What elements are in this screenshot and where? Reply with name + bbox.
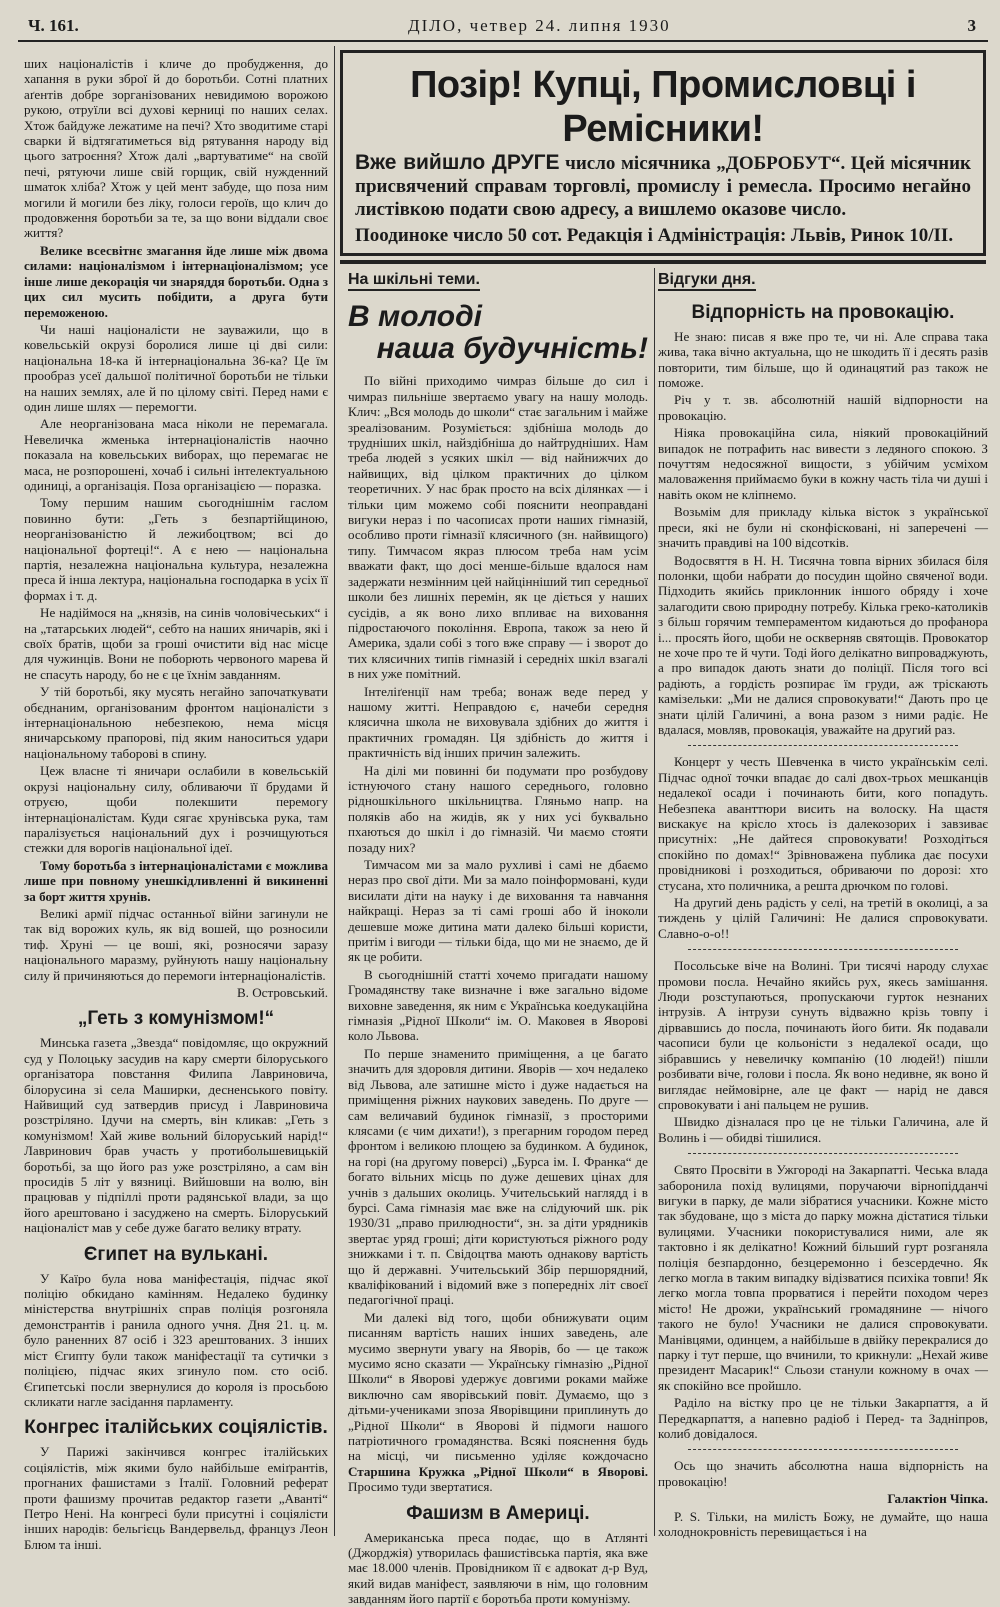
separator bbox=[688, 949, 958, 950]
article-paragraph: Тимчасом ми за мало рухливі і самі не дбаємо нераз про свої діти. Ми за мало поінформовані, куди висилати діти на науку і де виховання та навчання найкращі. Нераз за ті самі гроші або й іноколи дешевше може дитина мати далеко більші користи, притім і вигоди — тільки біда, що ми не знаємо, де й як це робити. bbox=[348, 857, 648, 965]
article-paragraph: Цеж власне ті яничари ослабили в ковельській окрузі національну силу, обливаючи її брудами й отруєю, щоби полекшити перемогу інтернаціоналістам. Куди сягає хрунівська рука, там паралізується національний дух і розчищуються стежки для ворогів національної ідеї. bbox=[24, 763, 328, 856]
article-paragraph: Швидко дізналася про це не тільки Галичина, але й Волинь і — обидві тішилися. bbox=[658, 1114, 988, 1145]
ad-body bbox=[343, 151, 983, 221]
headline-italian-congress: Конгрес італійських соціялістів. bbox=[24, 1417, 328, 1439]
article-paragraph: Водосвяття в Н. Н. Тисячна товпа вірних збилася біля полонки, щоби набрати до посудин щойно свяченої води. Підходить якийсь приклонник іншого обряду і хоче залагодити свою природну потребу. Кілька греко-католиків з більш горячим темпераментом кидаються до профанора і... просять його, щоби не оскверняв святощів. Провокатор не хоче про те й чути. Тоді його делікатно випроваджують, а про випадок дають знати до поліції. Після того всі радіють, а гордість розпирає їм груди, аж тріскають камізельки: „Ми не далися спровокувати!“ Дають про це знати цілій Галичині, а вона разом з ними радіє. Не вдалася, мовляв, провокація, уважайте на другий раз. bbox=[658, 552, 988, 737]
article-paragraph: Раділо на вістку про це не тільки Закарпаття, а й Передкарпаття, а напевно радіоб і Перед- та Задніпров, колиб довідалося. bbox=[658, 1395, 988, 1442]
article-paragraph: Тому першим нашим сьогоднішнім гаслом повинно бути: „Геть з безпартійщиною, неорганізованістю й лежибоцтвом; всі до національної фортеці!“. А є нею — національна партія, незалежна національна культура, незалежна преса й інша лектура, національна господарка в усіх її формах і т. д. bbox=[24, 495, 328, 603]
title-line-2: наша будучність! bbox=[376, 332, 648, 366]
article-signature: Галактіон Чіпка. bbox=[887, 1491, 988, 1507]
article-paragraph: Річ у т. зв. абсолютній нашій відпорности на провокацію. bbox=[658, 392, 988, 423]
article-paragraph: По перше знаменито приміщення, а це багато значить для здоровля дитини. Яворів — хоч недалеко від Львова, але затишне місто і дуже надається на приміщення ріжних наукових заведень. По друге — сам величавий будинок гімназії, з просторими клясами (є чим дихати!), з прегарним городом перед фронтом і великою площею за будинком. А будинок, на горі (на другому поверсі) „Бурса ім. І. Франка“ де богато вільних місць по дуже дешевих цінах для учнів з дальших околиць. Учительський наглядд і в бурсі. Сама гімназія має вже на слідуючий шк. рік 1930/31 „право прилюдности“, зн. за діти урядників звертає уряд гроші; діти користуються ріжного роду знижками і т. п. Свідоцтва мають однакову вартість що й державні. Учительський Збір першорядний, кваліфікований і відомий вже з попередніх літ своєї педагогічної праці. bbox=[348, 1045, 648, 1308]
article-signature: В. Островський. bbox=[236, 984, 328, 1000]
article-title bbox=[348, 301, 648, 365]
separator bbox=[688, 745, 958, 746]
section-label: На шкільні теми. bbox=[348, 272, 480, 291]
separator bbox=[688, 1449, 958, 1450]
article-paragraph: Велике всесвітнє змагання йде лише між двома силами: націоналізмом і інтернаціоналізмом; усе інше лише декорація чи знаряддя боротьби. Одна з цих сил мусить побідити, а друга бути переможеною. bbox=[24, 242, 328, 320]
article-paragraph: На другий день радість у селі, на третій в околиці, а за тиждень у цілій Галичині: Не далися спровокувати. Славно-о-о!! bbox=[658, 895, 988, 941]
column-left bbox=[24, 56, 328, 1552]
ad-title: Позір! Купці, Промисловці і Ремісники! bbox=[410, 64, 916, 150]
page-number: 3 bbox=[967, 16, 976, 35]
issue-number: Ч. 161. bbox=[28, 16, 79, 35]
advertisement-box bbox=[340, 50, 986, 256]
masthead: ДІЛО, четвер 24. липня 1930 bbox=[408, 16, 671, 35]
article-paragraph: Ось що значить абсолютна наша відпорність на провокацію! bbox=[658, 1458, 988, 1489]
article-paragraph bbox=[348, 1310, 648, 1495]
article-paragraph: По війні приходимо чимраз більше до сил і чимраз пильніше звертаємо увагу на нашу молодь. Клич: „Вся молодь до школи“ стає загальним і майже зреалізованим. Розуміється: здібніша молодь до трудніших шкіл, найздібніша до найтрудніших. Нам треба людей з усяких шкіл — від найнижчих до найвищих, від цілком практичних до цілком теоретичних. У нас брак просто на всіх ділянках — і тільки цим можемо собі пояснити неоправдані вигуки нераз і по часописах проти наших гімназій, особливо проти гімназії клясичного (зн. найвищого) типу. Тимчасом якраз плюсом треба нам усім вважати факт, що досі менше-більше вдалося нам задержати незмінним цей найцінніший тип середньої школи без лишніх перемін, як це діється у наших сусідів, а як воно лихо впливає на виховання підростаючого покоління. Европа, також за нею й Америка, здали собі з того вже справу — і зворот до тих клясичних типів гімназій і середніх шкіл взагалі в них уже помітний. bbox=[348, 373, 648, 682]
headline-egypt: Єгипет на вулькані. bbox=[83, 1243, 269, 1265]
column-rule-1 bbox=[334, 46, 335, 1536]
column-rule-2 bbox=[654, 268, 655, 1536]
article-paragraph: Не надіймося на „князів, на синів чоловічеських“ і на „татарських людей“, себто на наших яничарів, які і своїх братів, щоби за гроші очистити від нас місце для чужинців. Вони не поборють червоного марева й не спасуть народу, бо не є це їхнім завданням. bbox=[24, 605, 328, 682]
article-paragraph: ших націоналістів і кличе до пробудження, до хапання в руки зброї й до боротьби. Сотні платних аґентів добре зорганізованих невидимою ворожою рукою, отруїли всі духові керниці по наших селах. Хтож байдуже лежатиме на печі? Хто зводитиме старі сварки й відтягатиметься від рятування народу від цього затроєння? Хтож далі „вартуватиме“ на своїй печі, рятуючи лише свій горщик, свій нужденний шматок хліба? Хтож у цей мент забуде, що поза ним могили й могили без ліку, голоси героїв, що клич до продовження боротьби за те, за що вони віддали своє життя? bbox=[24, 56, 328, 241]
column-right bbox=[658, 271, 988, 1540]
article-paragraph: Возьмім для прикладу кілька вісток з української преси, які не були ні сконфісковані, ні заперечені — значить правдиві на 100 відсотків. bbox=[658, 504, 988, 551]
article-paragraph: Великі армії підчас останньої війни загинули не так від ворожих куль, як від вошей, що розносили тиф. Хруні — це воші, які, розносячи заразу національного маразму, руйнують нашу національну силу й причиняються до перемоги інтернаціоналістів. bbox=[24, 905, 328, 983]
headline-fascism: Фашизм в Америці. bbox=[406, 1502, 590, 1524]
article-paragraph: Не знаю: писав я вже про те, чи ні. Але справа така жива, така вічно актуальна, що не шкодить її і десять разів повторити, тим більше, що й одинацятий раз також не поможе. bbox=[658, 328, 988, 391]
article-paragraph: У тій боротьбі, яку мусять негайно започаткувати обєднаним, організованим фронтом націоналісти з інтернаціональною небезпекою, нема місця яничарському прапорові, під яким наноситься удари національному таборові в спину. bbox=[24, 684, 328, 761]
title-line-1: В молоді bbox=[348, 300, 482, 334]
organization-name: Старшина Кружка „Рідної Школи“ в Яворові. bbox=[348, 1463, 648, 1479]
article-paragraph: Минська газета „Звезда“ повідомляє, що окружний суд у Полоцьку засудив на кару смерти білоруського організатора повстання Филипа Лавриновича, білорусина зі села Маширки, десненського повіту. Найвищий суд затвердив присуд і Лавриновича розстріляно. Ідучи на смерть, він кликав: „Геть з комунізмом! Хай живе вольний білоруський нарід!“ Лавринович брав участь у протибольшевицькій боротьбі, за що його раз уже розстріляно, а сам він просидів 5 літ у вязниці. Вийшовши на волю, він працював у підпіллі проти радянської влади, за що його арештовано і засуджено на смерть. Білоруський націоналіст мав у себе дуже багато велику втрату. bbox=[24, 1035, 328, 1236]
article-paragraph: Посольське віче на Волині. Три тисячі народу слухає промови посла. Нечайно якийсь рух, якесь замішання. Люди розступаються, пропускаючи гурток незнаних інтрузів. А інтрузи сунуть відважно крізь товпу і дірвавшись до посла, починають його бити. Як подавали часописи були це кольоністи з недалекої осади, що зібравшись у невеличку компанію (10 людей!) пішли розбивати віче, голови і посла. Як воно недивне, як воно й виглядає неймовірне, але це факт — нарід не дався спровокувати і ані пальцем не рушив. bbox=[658, 958, 988, 1112]
article-paragraph: P. S. Тільки, на милість Божу, не думайте, що наша холоднокровність перевищається і на bbox=[658, 1508, 988, 1540]
article-paragraph: Але неорганізована маса ніколи не перемагала. Невеличка жменька інтернаціоналістів наочно показала на ковельських виборах, що перемагає не маса, не розпорошені, хочаб і сильні інтелектуальною одиниці, а організація. Поза організацією — поразка. bbox=[24, 416, 328, 493]
paragraph-text: Ми далекі від того, щоби обнижувати оцим писанням вартість наших інших заведень, але мусимо звернути увагу на Яворів, бо — це також мусимо ясно сказати — Українську гімназію „Рідної Школи“ в Яворові удержує довгими роками майже виключно сам яворівський повіт. Думаємо, що з дітьми-учениками зпоза Яворівщини приплинуть до „Рідної Школи“ в Яворові й підмоги нашого патріотичного громадянства. Всякі пояснення будь на місці, чи письменно уділяє кождочасно bbox=[348, 1309, 648, 1464]
page-header bbox=[18, 14, 988, 42]
article-paragraph: Американська преса подає, що в Атлянті (Джорджія) утворилась фашистівська партія, яка вже має 18.000 членів. Провідником її є адвокат д-р Вуд, який видав маніфест, заявляючи в нім, що головним завданням його партії є боротьба проти комунізму. bbox=[348, 1529, 648, 1607]
article-paragraph: Свято Просвіти в Ужгороді на Закарпатті. Чеська влада заборонила похід вулицями, поручаючи вірнопідданчі вигуки в парку, де мали зібратися учасники. Кожне місто так збудоване, що з міста до парку можна дістатися тільки вулицями. Учасники покористувалися ними, але як тактовно і як делікатно! Кожний більший гурт розганяла поліція безпардонно, безцеремонно і безсердечно. Як легко могла в таким випадку відізватися психіка товпи! Як легко могла товпа прорватися і перейти походом через місто! Не дрожи, український громадянине — нічого такого не було! Учасники не далися спровокувати. Манівцями, одинцем, а найбільше в двійку перекралися до парку і тут перше, що вчинили, то крикнули: „Нехай живе президент Масарик!“ Сльози станули кожному в очах — як спокійно все пройшло. bbox=[658, 1162, 988, 1393]
headline-communism: „Геть з комунізмом!“ bbox=[77, 1008, 275, 1030]
ad-bottom-rule bbox=[340, 260, 986, 264]
article-paragraph: В сьогоднішній статті хочемо пригадати нашому Громадянству таке визначне і вже загально відоме виховне заведення, як ним є Українська коедукаційна гімназія „Рідної Школи“ ім. О. Маковея в Яворові коло Львова. bbox=[348, 966, 648, 1044]
ad-lead: Вже вийшло ДРУГЕ bbox=[355, 151, 560, 174]
separator bbox=[688, 1153, 958, 1154]
section-label: Відгуки дня. bbox=[658, 272, 756, 291]
article-paragraph: У Парижі закінчився конгрес італійських соціялістів, між якими було найбільше еміґрантів, прогнаних фашистами з Італії. Головний реферат проти фашизму прочитав редактор газети „Аванті“ Петро Нені. На конгресі були присутні і соціялісти інших народів: бельгієць Вандервельд, француз Леон Блюм та інші. bbox=[24, 1444, 328, 1552]
article-paragraph: Чи наші націоналісти не зауважили, що в ковельській окрузі боролися лише ці дві сили: національна 18-ка й інтернаціональна 36-ка? Це їм прообраз усеї дальшої політичної боротьби не тільки на наших землях, але й по цілому світі. Перед нами є один лише шлях — перемогти. bbox=[24, 321, 328, 414]
paragraph-text: Просимо туди звертатися. bbox=[348, 1479, 493, 1495]
ad-footer: Поодиноке число 50 сот. Редакція і Адміністрація: Львів, Ринок 10/II. bbox=[355, 225, 954, 246]
article-paragraph: Інтеліґенції нам треба; вонаж веде перед у нашому житті. Неправдою є, начеби середня клясична школа не виховувала здібних до життя і практичних громадян. Ця здібність до життя і практичність від інших причин залежить. bbox=[348, 683, 648, 761]
article-paragraph: Концерт у честь Шевченка в чисто українськім селі. Підчас одної точки впадає до салі двох-трьох мешканців недалекої осади і починають бити, кого попадуть. Небезпека аванттюри висить на волоску. На щастя вискакує на крісло хтось із далекозорих і завзиває присутніх: „Не дайтеся спровокувати! Розходіться спокійно по домах!“ Зрівноважена публика дає посухи провідникові і розходиться, обриваючи по дорозі: хто стусана, хто поличника, а решта дрючком по голові. bbox=[658, 754, 988, 893]
column-middle bbox=[348, 271, 648, 1607]
article-title: Відпорність на провокацію. bbox=[691, 302, 955, 324]
article-paragraph: Ніяка провокаційна сила, ніякий провокаційний випадок не потрафить нас вивести з ледяного спокою. З почуттям недосяжної вищости, з убійчим усміхом маловаження приймаємо буки в кожну часть тіла чи душі і навіть оком не кліпнемо. bbox=[658, 425, 988, 502]
article-paragraph: У Каїро була нова маніфестація, підчас якої поліцію обкидано камінням. Недалеко будинку міністерства внутрішніх справ поліція розгоняла демонстрантів і ранила одного учня. Дня 21. ц. м. було раненних 87 осіб і 323 арештованих. З інших міст Єгипту були також маніфестації та сутички з поліцією, підчас яких згинуло пом. сто осіб. Єгипетські посли звернулися до короля із просьбою скликати нагле засідання парламенту. bbox=[24, 1270, 328, 1409]
article-paragraph: На ділі ми повинні би подумати про розбудову істнуючого стану нашого середнього, головно рідношкільного шкільництва. Гляньмо напр. на поляків або на жидів, як у них усі буквально пхаються до шкіл і до гімназій. Чи маємо стояти позаду них? bbox=[348, 762, 648, 855]
article-paragraph: Тому боротьба з інтернаціоналістами є можлива лише при повному унешкідливленні й викиненні за борт життя хрунів. bbox=[24, 857, 328, 904]
ad-text: число місячника „ДОБРОБУТ“. Цей місячник присвячений справам торговлі, промислу і ремесла. Просимо негайно листівкою подати свою адресу, а вишлемо оказове число. bbox=[355, 153, 971, 220]
newspaper-page bbox=[18, 10, 988, 1607]
